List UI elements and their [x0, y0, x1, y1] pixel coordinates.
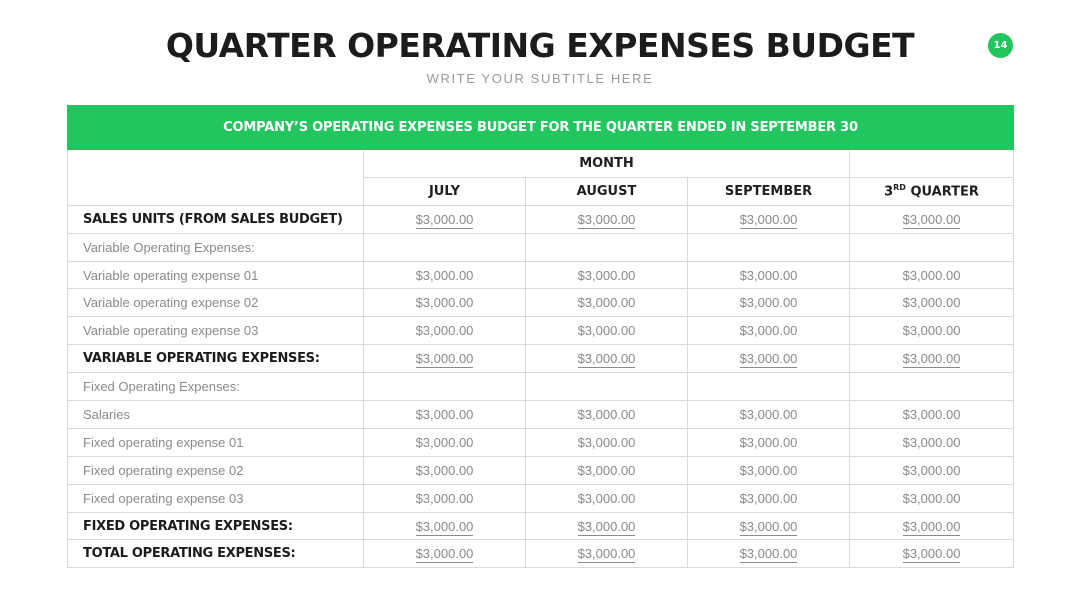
- page-title: QUARTER OPERATING EXPENSES BUDGET: [165, 26, 915, 65]
- value-cell: $3,000.00: [850, 317, 1014, 345]
- value-cell: $3,000.00: [688, 428, 850, 456]
- table-row: [68, 233, 1014, 261]
- value-cell: $3,000.00: [688, 401, 850, 429]
- value-cell: $3,000.00: [526, 401, 688, 429]
- value-cell: $3,000.00: [364, 205, 526, 233]
- row-label: Variable operating expense 02: [68, 289, 364, 317]
- row-label: Variable operating expense 03: [68, 317, 364, 345]
- value-cell: $3,000.00: [364, 401, 526, 429]
- value-cell: $3,000.00: [850, 401, 1014, 429]
- value-cell: [526, 373, 688, 401]
- table-row: [68, 428, 1014, 456]
- value-cell: $3,000.00: [850, 540, 1014, 568]
- value-cell: $3,000.00: [364, 261, 526, 289]
- header-empty-cell: [68, 150, 364, 206]
- row-label: Salaries: [68, 401, 364, 429]
- value-cell: $3,000.00: [526, 428, 688, 456]
- value-cell: $3,000.00: [688, 289, 850, 317]
- value-cell: [850, 373, 1014, 401]
- row-label: Variable operating expense 01: [68, 261, 364, 289]
- value-cell: $3,000.00: [526, 261, 688, 289]
- value-cell: $3,000.00: [364, 428, 526, 456]
- value-cell: $3,000.00: [526, 512, 688, 540]
- value-cell: $3,000.00: [526, 317, 688, 345]
- value-cell: $3,000.00: [850, 484, 1014, 512]
- table-banner-row: [68, 106, 1014, 150]
- operating-expenses-table: [67, 105, 1014, 568]
- value-cell: [850, 233, 1014, 261]
- column-header-september: SEPTEMBER: [688, 177, 850, 205]
- table-row: [68, 401, 1014, 429]
- value-cell: $3,000.00: [526, 484, 688, 512]
- page-subtitle: WRITE YOUR SUBTITLE HERE: [426, 71, 654, 86]
- column-header-july: JULY: [364, 177, 526, 205]
- value-cell: [688, 233, 850, 261]
- value-cell: $3,000.00: [526, 289, 688, 317]
- value-cell: $3,000.00: [364, 512, 526, 540]
- value-cell: $3,000.00: [364, 484, 526, 512]
- value-cell: [364, 373, 526, 401]
- value-cell: $3,000.00: [364, 345, 526, 373]
- value-cell: $3,000.00: [850, 205, 1014, 233]
- quarter-header-label: QUARTER: [905, 184, 979, 200]
- table-row: [68, 261, 1014, 289]
- value-cell: $3,000.00: [688, 484, 850, 512]
- value-cell: $3,000.00: [526, 456, 688, 484]
- value-cell: $3,000.00: [688, 512, 850, 540]
- value-cell: $3,000.00: [688, 540, 850, 568]
- value-cell: $3,000.00: [850, 456, 1014, 484]
- table-banner: COMPANY’S OPERATING EXPENSES BUDGET FOR THE QUARTER ENDED IN SEPTEMBER 30: [68, 106, 1014, 150]
- table-row: [68, 373, 1014, 401]
- value-cell: $3,000.00: [850, 428, 1014, 456]
- value-cell: [526, 233, 688, 261]
- value-cell: $3,000.00: [688, 317, 850, 345]
- table-row: [68, 345, 1014, 373]
- table-row: [68, 317, 1014, 345]
- row-label: Fixed operating expense 01: [68, 428, 364, 456]
- row-label: VARIABLE OPERATING EXPENSES:: [68, 345, 364, 373]
- value-cell: $3,000.00: [688, 345, 850, 373]
- page-number-badge: 14: [988, 33, 1013, 58]
- table-row: [68, 456, 1014, 484]
- value-cell: [688, 373, 850, 401]
- row-label: FIXED OPERATING EXPENSES:: [68, 512, 364, 540]
- value-cell: $3,000.00: [850, 345, 1014, 373]
- value-cell: $3,000.00: [688, 456, 850, 484]
- value-cell: $3,000.00: [364, 317, 526, 345]
- table-row: [68, 484, 1014, 512]
- section-label: Fixed Operating Expenses:: [68, 373, 364, 401]
- month-header: MONTH: [364, 150, 850, 178]
- table-row: [68, 289, 1014, 317]
- value-cell: $3,000.00: [526, 205, 688, 233]
- column-header-quarter: [850, 177, 1014, 205]
- quarter-header-ordinal: RD: [893, 183, 906, 193]
- section-label: Variable Operating Expenses:: [68, 233, 364, 261]
- value-cell: $3,000.00: [526, 345, 688, 373]
- row-label: Fixed operating expense 03: [68, 484, 364, 512]
- row-label: Fixed operating expense 02: [68, 456, 364, 484]
- column-header-august: AUGUST: [526, 177, 688, 205]
- value-cell: $3,000.00: [688, 261, 850, 289]
- table-row: [68, 512, 1014, 540]
- value-cell: $3,000.00: [364, 456, 526, 484]
- value-cell: [364, 233, 526, 261]
- value-cell: $3,000.00: [526, 540, 688, 568]
- row-label: TOTAL OPERATING EXPENSES:: [68, 540, 364, 568]
- row-label: SALES UNITS (FROM SALES BUDGET): [68, 205, 364, 233]
- value-cell: $3,000.00: [364, 540, 526, 568]
- value-cell: $3,000.00: [850, 512, 1014, 540]
- header-row-month: [68, 150, 1014, 178]
- table-row: [68, 205, 1014, 233]
- header-empty-cell: [850, 150, 1014, 178]
- table-row: [68, 540, 1014, 568]
- quarter-header-number: 3: [884, 184, 894, 200]
- value-cell: $3,000.00: [364, 289, 526, 317]
- value-cell: $3,000.00: [850, 261, 1014, 289]
- value-cell: $3,000.00: [850, 289, 1014, 317]
- value-cell: $3,000.00: [688, 205, 850, 233]
